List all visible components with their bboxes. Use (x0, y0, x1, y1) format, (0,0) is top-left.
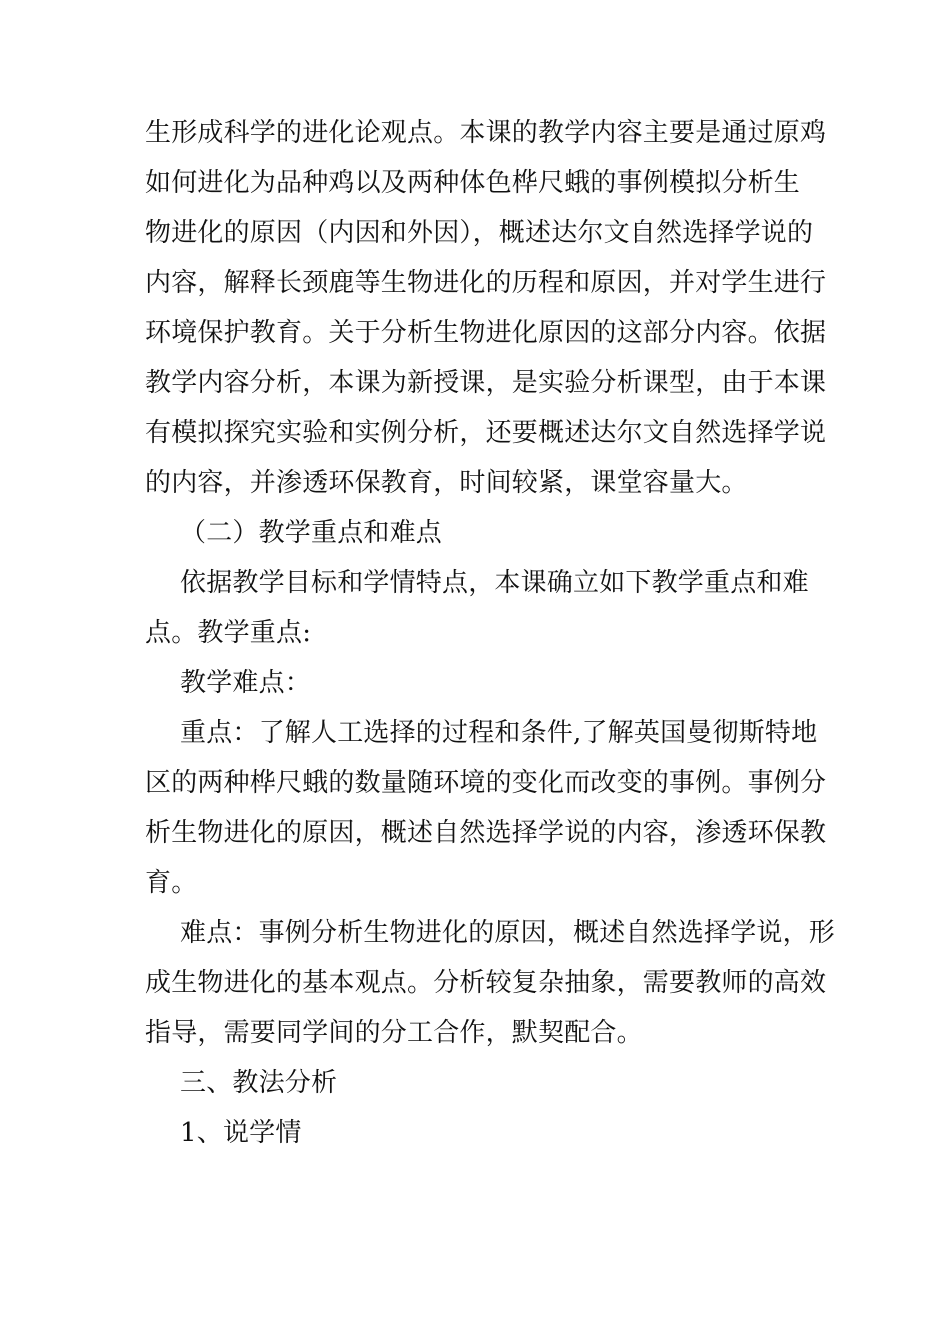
section-heading: （二）教学重点和难点 (180, 518, 443, 548)
subsection-heading: 1、说学情 (180, 1118, 302, 1148)
paragraph-line: 难点：事例分析生物进化的原因，概述自然选择学说，形 (180, 918, 836, 948)
paragraph-line: 如何进化为品种鸡以及两种体色桦尺蛾的事例模拟分析生 (145, 168, 801, 198)
paragraph-line: 育。 (145, 868, 198, 898)
paragraph-line: 有模拟探究实验和实例分析，还要概述达尔文自然选择学说 (145, 418, 827, 448)
paragraph-line: 物进化的原因（内因和外因），概述达尔文自然选择学说的 (145, 218, 814, 248)
paragraph-line: 的内容，并渗透环保教育，时间较紧，课堂容量大。 (145, 468, 748, 498)
paragraph-line: 环境保护教育。关于分析生物进化原因的这部分内容。依据 (145, 318, 827, 348)
paragraph-line: 教学内容分析，本课为新授课，是实验分析课型，由于本课 (145, 368, 827, 398)
paragraph-line: 重点：了解人工选择的过程和条件,了解英国曼彻斯特地 (180, 718, 818, 748)
paragraph-line: 成生物进化的基本观点。分析较复杂抽象，需要教师的高效 (145, 968, 827, 998)
section-heading: 三、教法分析 (180, 1068, 338, 1098)
paragraph-line: 教学难点： (180, 668, 312, 698)
paragraph-line: 依据教学目标和学情特点，本课确立如下教学重点和难 (180, 568, 809, 598)
paragraph-line: 点。教学重点: (145, 618, 312, 648)
paragraph-line: 生形成科学的进化论观点。本课的教学内容主要是通过原鸡 (145, 118, 827, 148)
paragraph-line: 区的两种桦尺蛾的数量随环境的变化而改变的事例。事例分 (145, 768, 827, 798)
paragraph-line: 指导，需要同学间的分工合作，默契配合。 (145, 1018, 643, 1048)
paragraph-line: 内容，解释长颈鹿等生物进化的历程和原因，并对学生进行 (145, 268, 827, 298)
paragraph-line: 析生物进化的原因，概述自然选择学说的内容，渗透环保教 (145, 818, 827, 848)
